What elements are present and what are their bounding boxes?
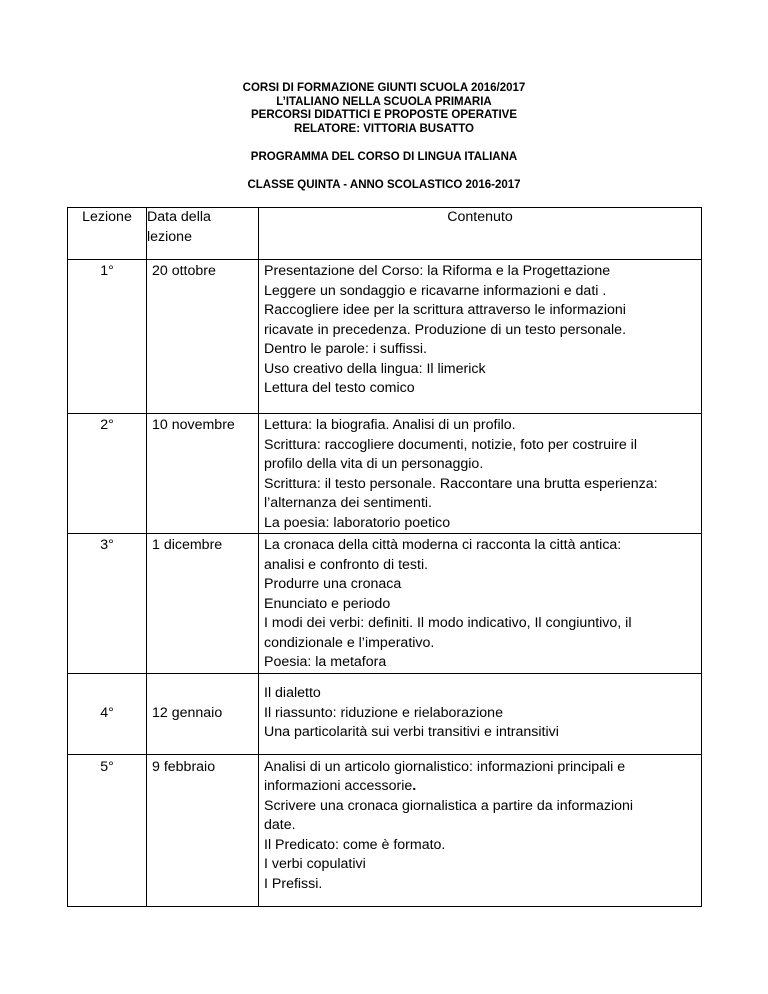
content-line: ricavate in precedenza. Produzione di un testo personale. xyxy=(264,321,627,338)
lesson-content xyxy=(259,534,702,674)
table-header-row xyxy=(68,208,702,260)
content-line: Una particolarità sui verbi transitivi e intransitivi xyxy=(264,724,559,741)
lesson-number: 3° xyxy=(68,534,147,674)
program-title: PROGRAMMA DEL CORSO DI LINGUA ITALIANA xyxy=(250,151,518,163)
content-line: l’alternanza dei sentimenti. xyxy=(264,495,432,511)
content-line: Presentazione del Corso: la Riforma e la Progettazione xyxy=(264,263,611,279)
column-header-date-line: lezione xyxy=(147,228,192,245)
lesson-content xyxy=(259,754,702,906)
content-line: Leggere un sondaggio e ricavarne informazioni e dati . xyxy=(264,282,607,299)
lesson-number: 4° xyxy=(68,673,147,754)
bold-period: . xyxy=(412,778,417,794)
content-line: I verbi copulativi xyxy=(264,856,366,872)
lesson-date: 10 novembre xyxy=(147,414,259,534)
header-subject-line: L’ITALIANO NELLA SCUOLA PRIMARIA xyxy=(276,95,492,108)
class-title: CLASSE QUINTA - ANNO SCOLASTICO 2016-2017 xyxy=(247,179,521,191)
table-row xyxy=(68,260,702,414)
content-line: Scrittura: il testo personale. Raccontare una brutta esperienza: xyxy=(264,475,658,492)
content-line: Dentro le parole: i suffissi. xyxy=(264,341,427,357)
content-line xyxy=(264,777,697,797)
content-line: Uso creativo della lingua: Il limerick xyxy=(264,360,486,377)
content-line-text: informazioni accessorie xyxy=(264,778,413,794)
column-header-date xyxy=(147,208,259,260)
lesson-number: 2° xyxy=(68,414,147,534)
content-line: Lettura: la biografia. Analisi di un profilo. xyxy=(264,417,516,433)
lesson-content xyxy=(259,414,702,534)
content-line: profilo della vita di un personaggio. xyxy=(264,456,484,472)
header-speaker-line: RELATORE: VITTORIA BUSATTO xyxy=(294,122,474,135)
content-line: Scrivere una cronaca giornalistica a partire da informazioni xyxy=(264,797,634,814)
content-line: date. xyxy=(264,817,296,833)
content-line: Produrre una cronaca xyxy=(264,576,402,592)
document-header xyxy=(0,82,768,136)
table-row xyxy=(68,534,702,674)
table-row xyxy=(68,414,702,534)
content-line: I Prefissi. xyxy=(264,875,323,892)
header-course-line: CORSI DI FORMAZIONE GIUNTI SCUOLA 2016/2017 xyxy=(242,82,526,94)
content-line: Raccogliere idee per la scrittura attraverso le informazioni xyxy=(264,302,626,318)
lesson-date: 9 febbraio xyxy=(147,754,259,906)
content-line: Poesia: la metafora xyxy=(264,654,387,670)
content-line: Scrittura: raccogliere documenti, notizie, foto per costruire il xyxy=(264,436,637,453)
content-line: La cronaca della città moderna ci racconta la città antica: xyxy=(264,537,622,553)
content-line: Il riassunto: riduzione e rielaborazione xyxy=(264,704,503,721)
lesson-date: 20 ottobre xyxy=(147,260,259,414)
lesson-content xyxy=(259,673,702,754)
lesson-date: 1 dicembre xyxy=(147,534,259,674)
lesson-content xyxy=(259,260,702,414)
lesson-date: 12 gennaio xyxy=(147,673,259,754)
lesson-number: 5° xyxy=(68,754,147,906)
content-line: analisi e confronto di testi. xyxy=(264,556,429,573)
content-line: I modi dei verbi: definiti. Il modo indicativo, Il congiuntivo, il xyxy=(264,615,632,631)
content-line: Lettura del testo comico xyxy=(264,380,415,396)
table-row xyxy=(68,754,702,906)
lesson-table xyxy=(67,207,702,907)
content-line: Il dialetto xyxy=(264,685,321,702)
content-line: Il Predicato: come è formato. xyxy=(264,836,446,853)
column-header-lesson: Lezione xyxy=(68,208,147,260)
header-paths-line: PERCORSI DIDATTICI E PROPOSTE OPERATIVE xyxy=(250,109,518,121)
content-line: La poesia: laboratorio poetico xyxy=(264,514,451,531)
lesson-number: 1° xyxy=(68,260,147,414)
column-header-date-line: Data della xyxy=(147,209,211,225)
content-line: condizionale e l’imperativo. xyxy=(264,634,435,651)
content-line: Analisi di un articolo giornalistico: informazioni principali e xyxy=(264,758,626,775)
content-line: Enunciato e periodo xyxy=(264,595,391,612)
table-row xyxy=(68,673,702,754)
column-header-content: Contenuto xyxy=(259,208,702,260)
